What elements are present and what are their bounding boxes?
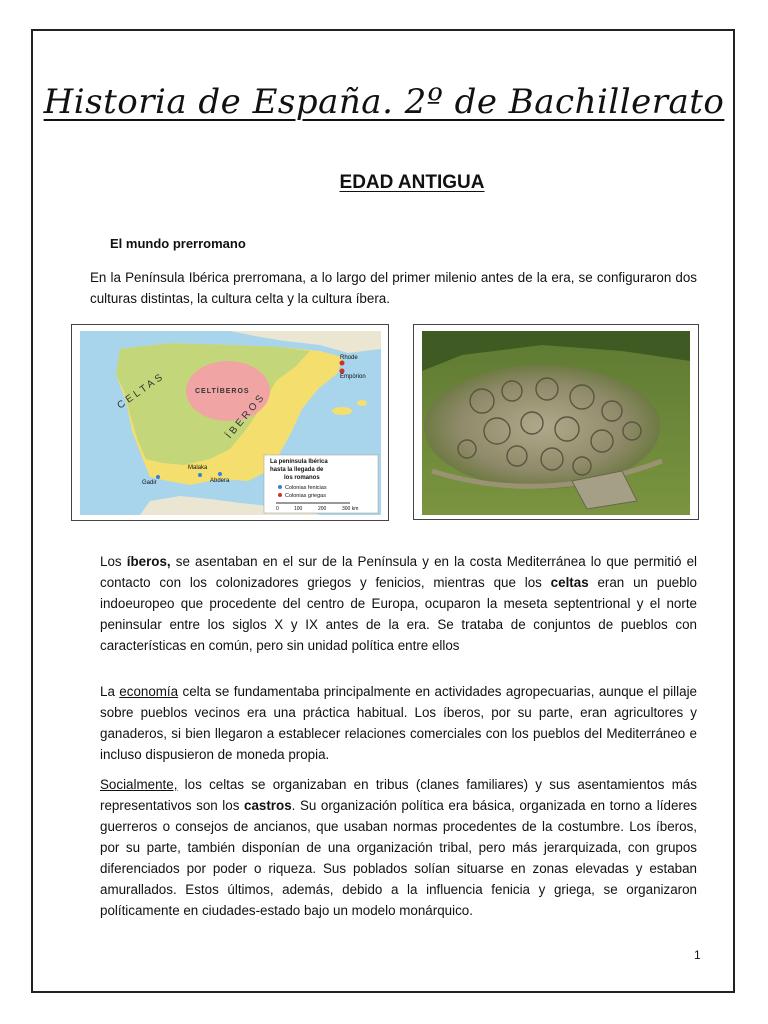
map-label-iberos: ÍBEROS (223, 391, 269, 441)
map-legend-fenicias-dot (278, 485, 282, 489)
map-legend-title-1: La península Ibérica (270, 459, 328, 465)
map-scale-300: 300 km (342, 506, 359, 512)
page-number: 1 (694, 948, 701, 962)
bold-term-castros: castros (244, 798, 292, 813)
map-city-dot-emporion (340, 369, 345, 374)
section-title: EDAD ANTIGUA (339, 172, 485, 193)
map-legend-griegas: Colonias griegas (285, 493, 326, 499)
subheading: El mundo prerromano (110, 236, 246, 251)
map-city-gadir: Gadir (142, 480, 157, 486)
text-run: celta se fundamentaba principalmente en actividades agropecuarias, aunque el pillaje sobre pueblos vecinos era una práctica habitual. Los íberos, por su parte, eran agricultores y ganaderos, si bien llegaron a establecer relaciones comerciales con los pueblos del Mediterráneo e incluso dispusieron de moneda propia. (100, 684, 697, 762)
text-run: los celtas se organizaban en tribus (clanes familiares) y sus asentamientos más representativos son los (100, 777, 697, 813)
bold-term-celtas: celtas (550, 575, 589, 590)
map-label-celtiberos: CELTÍBEROS (195, 388, 250, 395)
bold-term-iberos: íberos, (126, 554, 171, 569)
text-run: . Su organización política era básica, organizada en torno a líderes guerreros o consejos de ancianos, que usaban normas procedentes de la costumbre. Los íberos, por su parte, también disponían de una organización tribal, pero más jerarquizada, con grupos diferenciados por poder o riqueza. Sus poblados solían situarse en zonas elevadas y estaban amurallados. Estos últimos, además, debido a la influencia fenicia y griega, se organizaron políticamente en ciudades-estado bajo un modelo monárquico. (100, 798, 697, 918)
castro-aerial-photo (413, 324, 699, 520)
map-city-dot-rhode (340, 361, 345, 366)
document-title: Historia de España. 2º de Bachillerato (43, 82, 725, 122)
map-city-emporion: Empòrion (340, 374, 366, 380)
intro-paragraph: En la Península Ibérica prerromana, a lo largo del primer milenio antes de la era, se configuraron dos culturas distintas, la cultura celta y la cultura íbera. (90, 270, 697, 306)
map-svg (80, 331, 381, 515)
underlined-term-economia: economía (119, 684, 179, 699)
text-run: se asentaban en el sur de la Península y en la costa Mediterránea lo que permitió el contacto con los colonizadores griegos y fenicios, mientras que los (100, 554, 697, 590)
map-legend-fenicias: Colonias fenicias (285, 485, 327, 491)
map-city-dot-malaka (198, 473, 202, 477)
map-city-malaka: Malaka (188, 465, 208, 471)
map-legend-title-3: los romanos (284, 475, 320, 481)
economia-paragraph (100, 681, 697, 765)
map-label-celtas: CELTAS (115, 370, 168, 412)
underlined-term-socialmente: Socialmente, (100, 777, 178, 792)
map-scale-100: 100 (294, 506, 303, 512)
map-balearic-island (332, 407, 352, 415)
map-city-abdera: Abdera (210, 478, 230, 484)
map-scale-0: 0 (276, 506, 279, 512)
castro-photo-svg (422, 331, 690, 515)
map-city-dot-gadir (156, 475, 160, 479)
map-legend-griegas-dot (278, 493, 282, 497)
text-run: Los (100, 554, 127, 569)
iberos-paragraph (100, 551, 697, 656)
text-run: La (100, 684, 120, 699)
text-run: eran un pueblo indoeuropeo que procedente del centro de Europa, ocuparon la meseta septentrional y el norte peninsular entre los siglos X y IX antes de la era. Se trataba de conjuntos de pueblos con características en común, pero sin unidad política entre ellos (100, 575, 697, 653)
map-balearic-island (357, 400, 367, 406)
social-paragraph (100, 774, 697, 921)
map-city-dot-abdera (218, 472, 222, 476)
map-scale-200: 200 (318, 506, 327, 512)
map-legend-title-2: hasta la llegada de (270, 467, 324, 473)
map-city-rhode: Rhode (340, 355, 358, 361)
iberian-peninsula-map (71, 324, 389, 521)
